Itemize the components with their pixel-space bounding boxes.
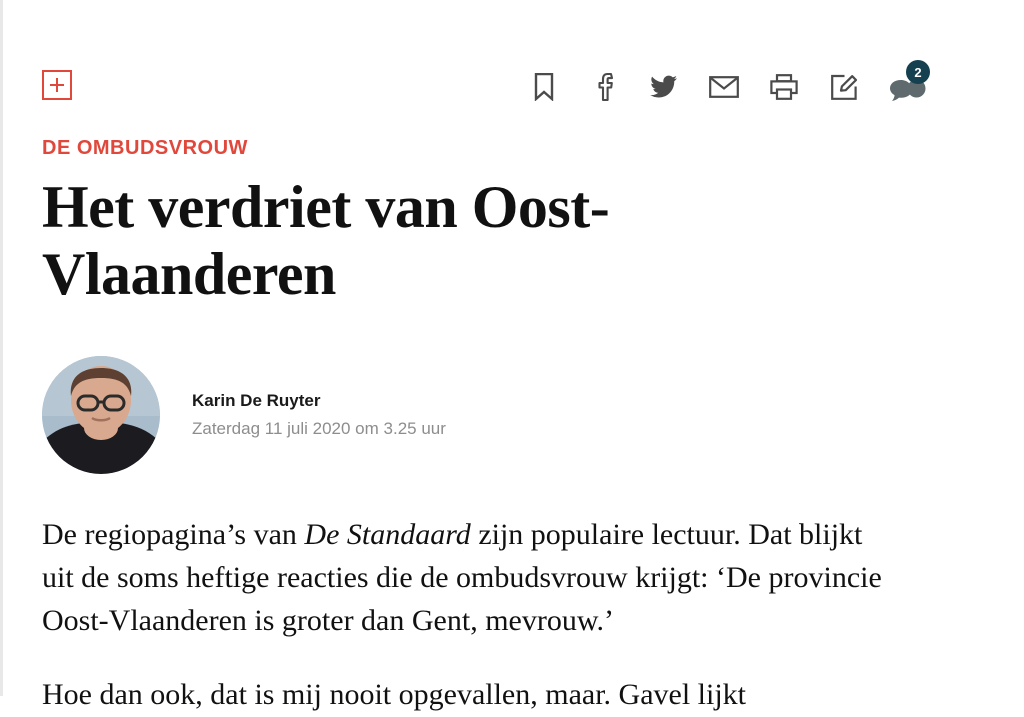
print-icon[interactable] <box>768 69 800 105</box>
article-kicker[interactable]: DE OMBUDSVROUW <box>42 137 248 159</box>
body-paragraph-2: Hoe dan ook, dat is mij nooit opgevallen, maar. Gavel lijkt <box>42 678 747 712</box>
publish-timestamp: Zaterdag 11 juli 2020 om 3.25 uur <box>192 419 446 439</box>
lead-text-after: zijn populaire lectuur. Dat blijkt uit de soms heftige reacties die de ombudsvrouw krijgt: ‘De provincie Oost-Vlaanderen is groter dan Gent, mevrouw.’ <box>42 518 882 637</box>
byline <box>42 356 1024 474</box>
lead-paragraph <box>42 514 887 642</box>
publication-name: De Standaard <box>304 518 471 552</box>
article-content <box>42 0 1024 712</box>
share-actions <box>528 64 928 106</box>
page-title: Het verdriet van Oost-Vlaanderen <box>42 174 610 308</box>
plus-button[interactable] <box>42 70 72 100</box>
comment-button[interactable] <box>888 64 928 106</box>
facebook-icon[interactable] <box>588 69 620 105</box>
left-rule <box>0 0 3 696</box>
comment-count-badge: 2 <box>906 60 930 84</box>
bookmark-icon[interactable] <box>528 69 560 105</box>
twitter-icon[interactable] <box>648 69 680 105</box>
byline-text <box>192 390 446 440</box>
email-icon[interactable] <box>708 69 740 105</box>
article-toolbar <box>42 0 1024 118</box>
avatar <box>42 356 160 474</box>
lead-text-before: De regiopagina’s van <box>42 518 305 552</box>
edit-icon[interactable] <box>828 69 860 105</box>
author-name[interactable]: Karin De Ruyter <box>192 391 321 411</box>
